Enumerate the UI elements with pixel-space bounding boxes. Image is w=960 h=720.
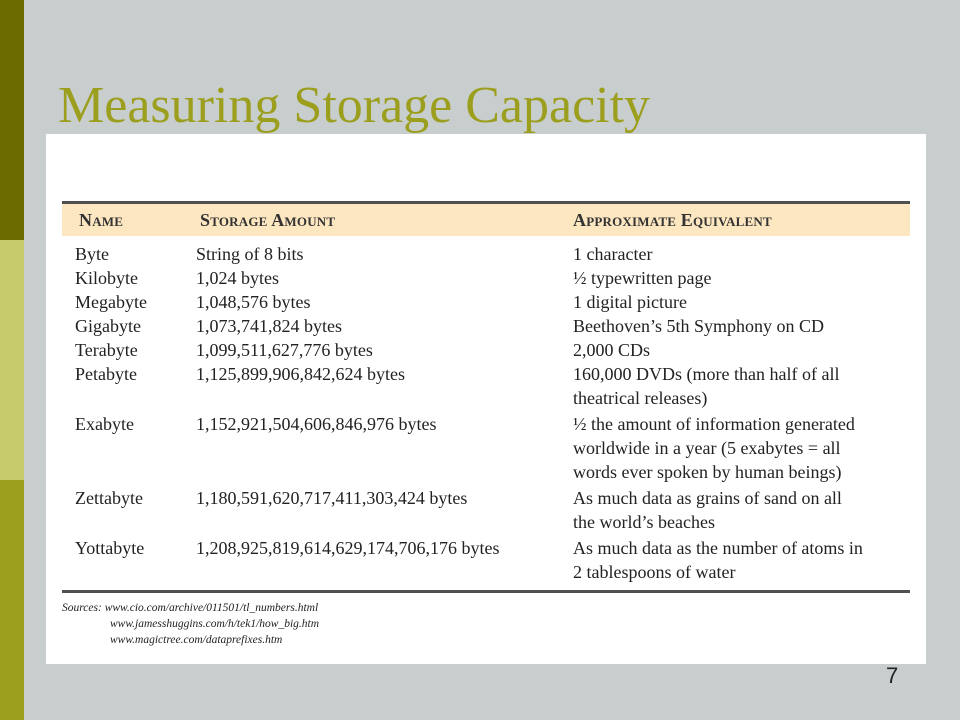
cell-name: Terabyte	[75, 340, 138, 360]
source-url: www.magictree.com/dataprefixes.htm	[110, 634, 283, 646]
equivalent-line: words ever spoken by human beings)	[573, 462, 842, 482]
sidebar-block-dark	[0, 0, 24, 240]
cell-name: Byte	[75, 244, 109, 264]
cell-name: Exabyte	[75, 414, 134, 434]
table-row	[62, 486, 910, 534]
slide-title: Measuring Storage Capacity	[58, 77, 651, 134]
cell-storage-amount: 1,152,921,504,606,846,976 bytes	[196, 414, 437, 434]
table-row	[62, 242, 910, 266]
cell-equivalent	[573, 290, 687, 314]
cell-storage-amount: 1,024 bytes	[196, 268, 279, 288]
storage-table-panel	[46, 134, 926, 664]
table-row	[62, 362, 910, 410]
equivalent-line: worldwide in a year (5 exabytes = all	[573, 438, 841, 458]
sidebar-block-medium	[0, 480, 24, 720]
table-row	[62, 266, 910, 290]
cell-storage-amount: 1,125,899,906,842,624 bytes	[196, 364, 405, 384]
equivalent-line: 2,000 CDs	[573, 340, 651, 360]
cell-name: Petabyte	[75, 364, 137, 384]
cell-name: Kilobyte	[75, 268, 138, 288]
cell-storage-amount: 1,099,511,627,776 bytes	[196, 340, 373, 360]
equivalent-line: theatrical releases)	[573, 388, 708, 408]
table-header	[62, 204, 910, 236]
equivalent-line: Beethoven’s 5th Symphony on CD	[573, 316, 824, 336]
cell-name: Gigabyte	[75, 316, 141, 336]
sidebar-stripe	[0, 0, 24, 720]
table-row	[62, 536, 910, 584]
cell-equivalent	[573, 338, 650, 362]
table-row	[62, 314, 910, 338]
equivalent-line: As much data as the number of atoms in	[573, 538, 863, 558]
cell-storage-amount: 1,180,591,620,717,411,303,424 bytes	[196, 488, 468, 508]
table-row	[62, 338, 910, 362]
equivalent-line: 160,000 DVDs (more than half of all	[573, 364, 840, 384]
source-url: www.cio.com/archive/011501/tl_numbers.html	[104, 602, 319, 614]
equivalent-line: As much data as grains of sand on all	[573, 488, 842, 508]
cell-name: Zettabyte	[75, 488, 143, 508]
source-url: www.jamesshuggins.com/h/tek1/how_big.htm	[110, 618, 320, 630]
cell-equivalent	[573, 412, 855, 484]
cell-storage-amount: 1,048,576 bytes	[196, 292, 311, 312]
header-name: Name	[79, 210, 124, 230]
table-row	[62, 290, 910, 314]
cell-equivalent	[573, 242, 652, 266]
sources-label: Sources:	[62, 602, 102, 614]
cell-equivalent	[573, 314, 824, 338]
header-approximate-equivalent: Approximate Equivalent	[573, 210, 772, 230]
sources-line	[62, 600, 319, 616]
table-bottom-rule	[62, 590, 910, 593]
equivalent-line: 1 digital picture	[573, 292, 687, 312]
cell-storage-amount: String of 8 bits	[196, 244, 304, 264]
cell-equivalent	[573, 486, 842, 534]
slide-number: 7	[886, 663, 899, 688]
cell-storage-amount: 1,208,925,819,614,629,174,706,176 bytes	[196, 538, 500, 558]
cell-name: Megabyte	[75, 292, 147, 312]
table-body	[62, 242, 910, 586]
table-row	[62, 412, 910, 484]
equivalent-line: ½ typewritten page	[573, 268, 712, 288]
equivalent-line: 1 character	[573, 244, 653, 264]
equivalent-line: 2 tablespoons of water	[573, 562, 736, 582]
cell-equivalent	[573, 536, 863, 584]
equivalent-line: the world’s beaches	[573, 512, 715, 532]
cell-name: Yottabyte	[75, 538, 145, 558]
cell-equivalent	[573, 362, 839, 410]
cell-storage-amount: 1,073,741,824 bytes	[196, 316, 342, 336]
header-storage-amount: Storage Amount	[200, 210, 336, 230]
cell-equivalent	[573, 266, 711, 290]
equivalent-line: ½ the amount of information generated	[573, 414, 855, 434]
sidebar-block-light	[0, 240, 24, 480]
sources-note	[62, 600, 319, 648]
